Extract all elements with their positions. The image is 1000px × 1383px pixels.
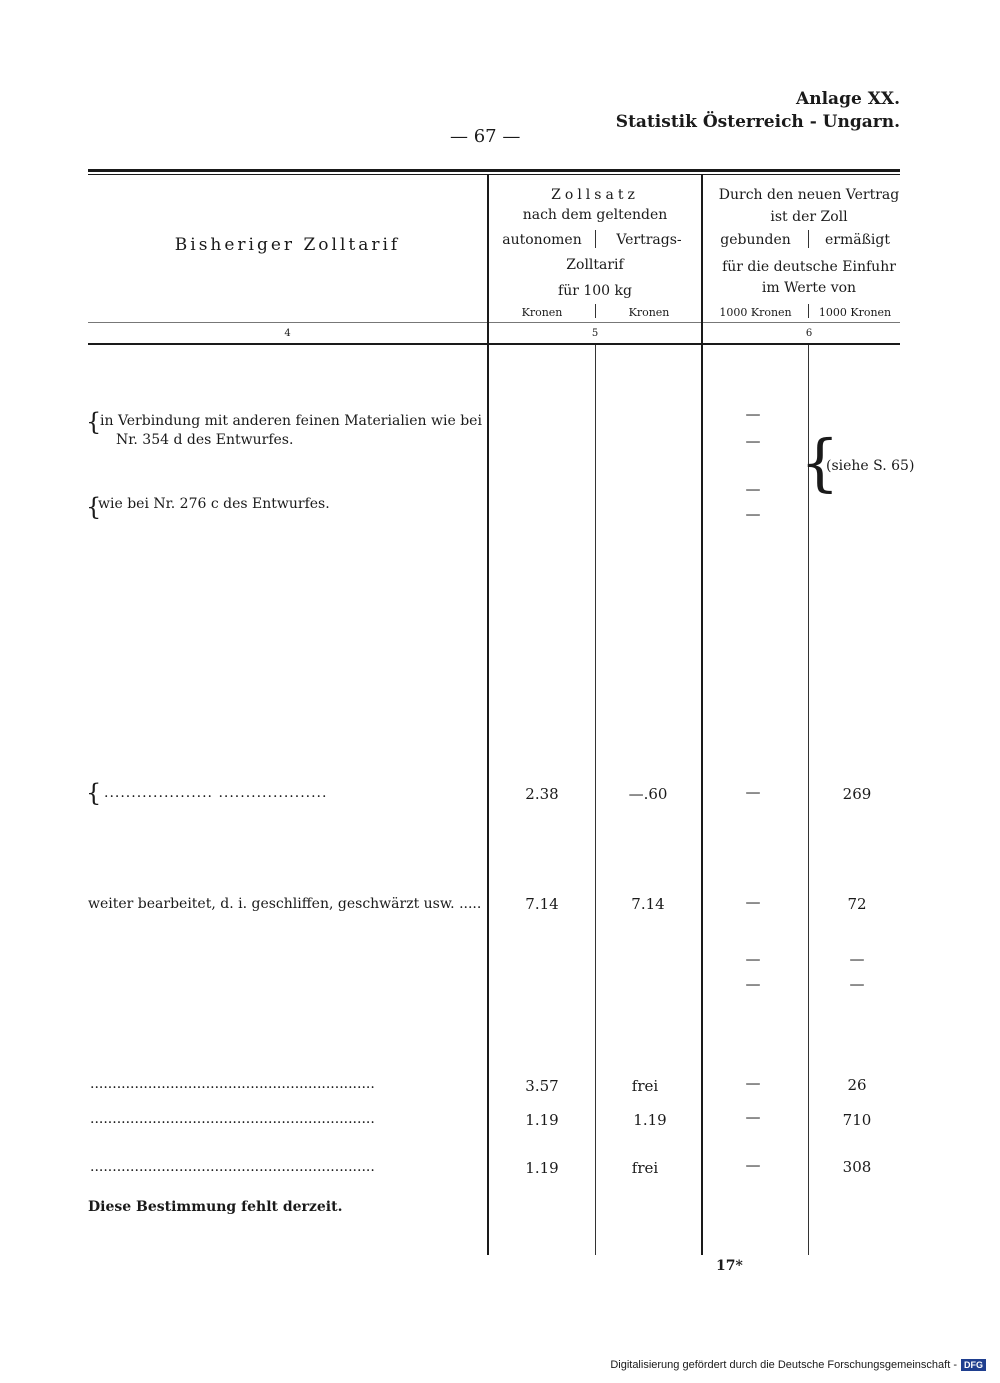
row-2-bound-dash-b: — bbox=[745, 505, 761, 523]
column-6-line1: Durch den neuen Vertrag bbox=[718, 187, 900, 203]
column-5-autonomous: autonomen bbox=[502, 232, 582, 248]
see-page-note: (siehe S. 65) bbox=[826, 458, 915, 474]
column-6-line2: ist der Zoll bbox=[770, 209, 848, 225]
row-3-autonomous: 2.38 bbox=[525, 785, 559, 803]
sheet-signature: 17* bbox=[716, 1258, 743, 1274]
row-brace: { bbox=[86, 493, 102, 521]
row-7-text: ................................................................ bbox=[90, 1111, 375, 1127]
group-brace: { bbox=[800, 426, 840, 499]
row-6-treaty: frei bbox=[631, 1077, 659, 1095]
row-8-reduced: 308 bbox=[842, 1158, 872, 1176]
column-6-bound: gebunden bbox=[720, 232, 791, 248]
table-top-rule-thin bbox=[88, 174, 900, 175]
column-6-unit-a: 1000 Kronen bbox=[719, 306, 792, 319]
row-8-text: ................................................................ bbox=[90, 1159, 375, 1175]
subcolumn-divider-5 bbox=[595, 345, 596, 1255]
column-5-treaty: Vertrags- bbox=[616, 232, 682, 248]
row-7-bound: — bbox=[745, 1108, 761, 1126]
row-4-autonomous: 7.14 bbox=[525, 895, 559, 913]
row-6-bound: — bbox=[745, 1074, 761, 1092]
column-5-unit-a: Kronen bbox=[521, 306, 563, 319]
column-6-unit-b: 1000 Kronen bbox=[818, 306, 892, 319]
subheader-divider-5 bbox=[595, 230, 596, 248]
row-8-autonomous: 1.19 bbox=[525, 1159, 559, 1177]
row-7-treaty: 1.19 bbox=[633, 1111, 667, 1129]
row-5-reduced-a: — bbox=[849, 950, 865, 968]
unit-divider-5 bbox=[595, 304, 596, 318]
row-4-reduced: 72 bbox=[847, 895, 867, 913]
column-number-6: 6 bbox=[805, 328, 813, 339]
subheader-divider-6 bbox=[808, 230, 809, 248]
row-4-text: weiter bearbeitet, d. i. geschliffen, geschwärzt usw. ..... bbox=[88, 896, 482, 912]
row-8-treaty: frei bbox=[631, 1159, 659, 1177]
table-top-rule bbox=[88, 169, 900, 172]
column-6-line5: im Werte von bbox=[761, 280, 857, 296]
row-3-reduced: 269 bbox=[842, 785, 872, 803]
column-6-line4: für die deutsche Einfuhr bbox=[722, 259, 896, 275]
column-5-line5: für 100 kg bbox=[558, 283, 632, 299]
annex-label: Anlage XX. bbox=[796, 89, 900, 109]
row-brace: { bbox=[86, 779, 102, 807]
dfg-logo: DFG bbox=[961, 1359, 986, 1371]
row-5-bound-a: — bbox=[745, 950, 761, 968]
statistic-title: Statistik Österreich - Ungarn. bbox=[615, 112, 900, 132]
column-number-5: 5 bbox=[591, 328, 599, 339]
row-5-bound-b: — bbox=[745, 975, 761, 993]
page-number: — 67 — bbox=[450, 126, 521, 147]
row-brace: { bbox=[86, 408, 102, 436]
digitization-credit bbox=[610, 1359, 986, 1371]
row-9-text: Diese Bestimmung fehlt derzeit. bbox=[88, 1199, 343, 1215]
row-5-reduced-b: — bbox=[849, 975, 865, 993]
row-2-text: wie bei Nr. 276 c des Entwurfes. bbox=[98, 496, 330, 512]
column-5-line4: Zolltarif bbox=[566, 257, 624, 273]
row-3-text: .................... .................... bbox=[104, 785, 328, 801]
column-6-reduced: ermäßigt bbox=[824, 232, 891, 248]
row-8-bound: — bbox=[745, 1156, 761, 1174]
header-divider bbox=[88, 322, 900, 323]
unit-divider-6 bbox=[808, 304, 809, 318]
row-6-autonomous: 3.57 bbox=[525, 1077, 559, 1095]
row-3-bound: — bbox=[745, 783, 761, 801]
row-1-bound-dash-a: — bbox=[745, 405, 761, 423]
column-number-4: 4 bbox=[284, 328, 291, 339]
credit-text: Digitalisierung gefördert durch die Deutsche Forschungsgemeinschaft - bbox=[610, 1359, 957, 1371]
column-5-line2: nach dem geltenden bbox=[522, 207, 668, 223]
row-6-reduced: 26 bbox=[847, 1076, 867, 1094]
row-1-text-line1: in Verbindung mit anderen feinen Materialien wie bei bbox=[100, 413, 482, 429]
column-4-title: Bisheriger Zolltarif bbox=[174, 235, 401, 255]
row-2-bound-dash-a: — bbox=[745, 480, 761, 498]
row-6-text: ................................................................ bbox=[90, 1076, 375, 1092]
header-bottom-rule bbox=[88, 343, 900, 345]
row-1-bound-dash-b: — bbox=[745, 432, 761, 450]
row-3-treaty: —.60 bbox=[628, 785, 668, 803]
row-1-text-line2: Nr. 354 d des Entwurfes. bbox=[116, 432, 294, 448]
column-5-heading: Zollsatz bbox=[551, 187, 639, 203]
row-4-bound: — bbox=[745, 893, 761, 911]
row-4-treaty: 7.14 bbox=[631, 895, 665, 913]
row-7-reduced: 710 bbox=[842, 1111, 872, 1129]
row-7-autonomous: 1.19 bbox=[525, 1111, 559, 1129]
column-5-unit-b: Kronen bbox=[628, 306, 670, 319]
